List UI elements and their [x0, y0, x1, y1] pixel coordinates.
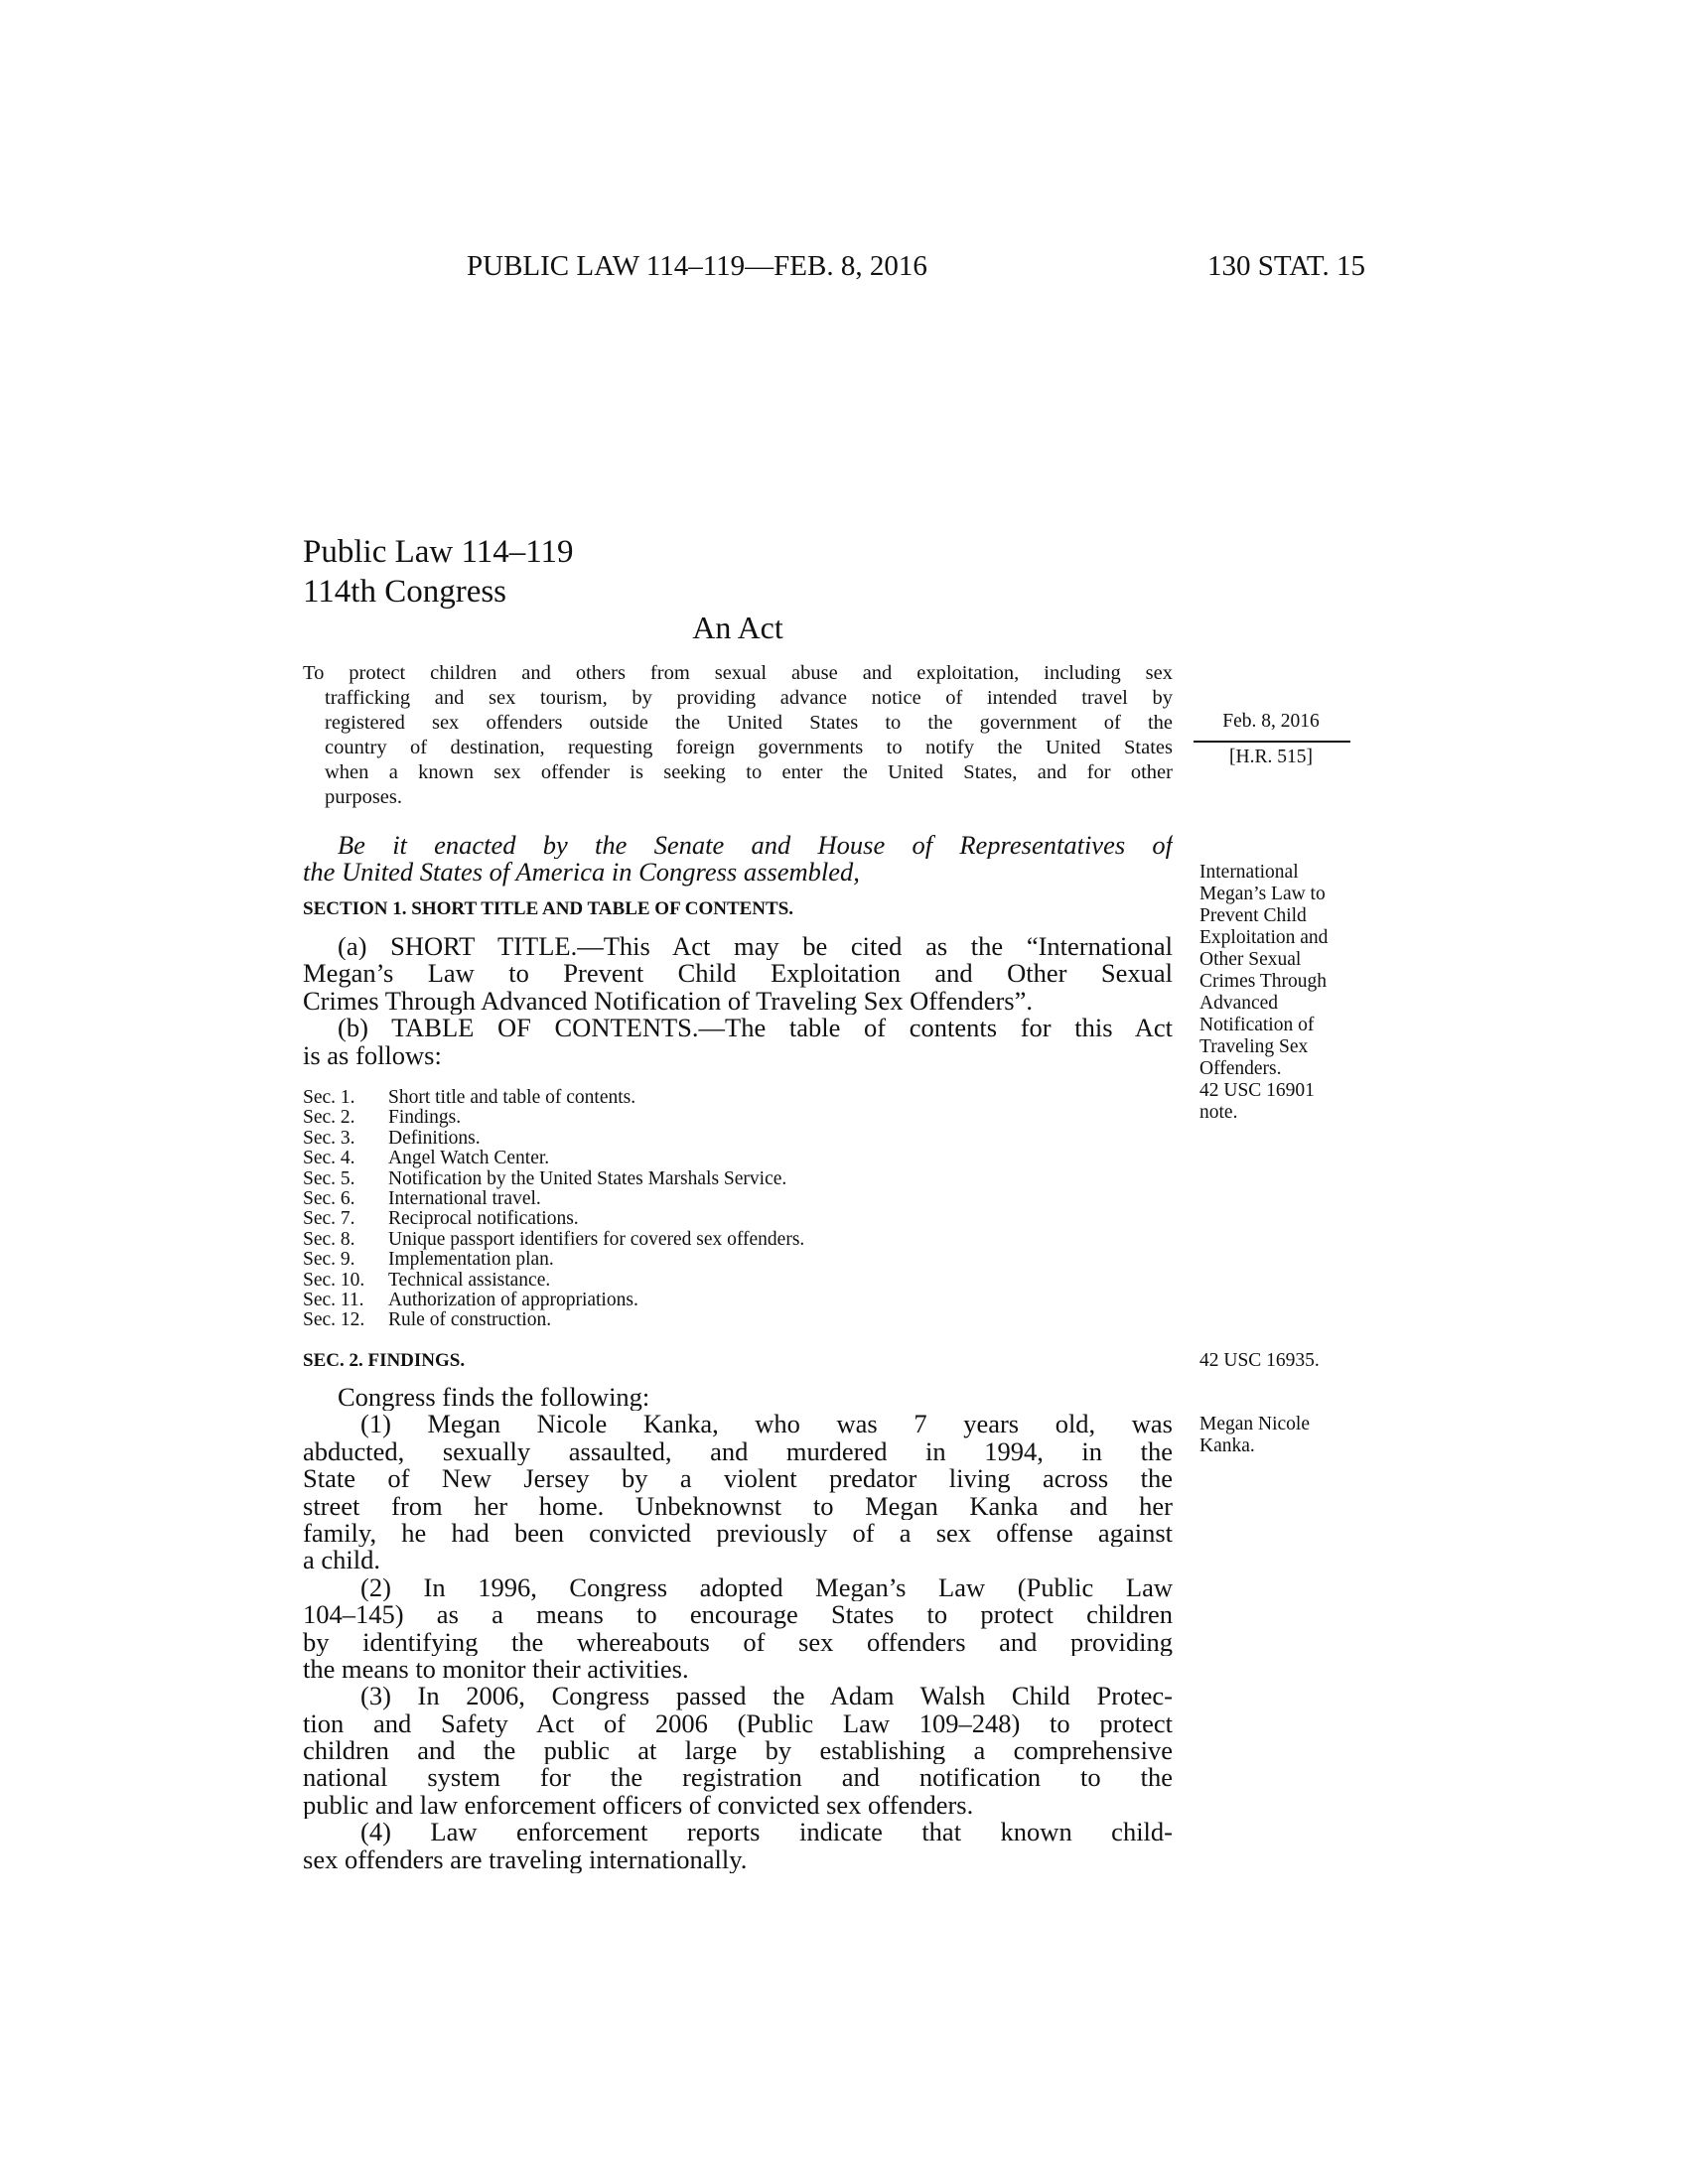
margin-note-line: Traveling Sex — [1199, 1036, 1309, 1057]
text-line: Crimes Through Advanced Notification of Traveling Sex Offenders”. — [303, 987, 1033, 1016]
margin-note-line: Prevent Child — [1199, 905, 1307, 926]
text-line: (4) Law enforcement reports indicate that known child- — [360, 1819, 1173, 1846]
text-line: State of New Jersey by a violent predator living across the — [303, 1465, 1173, 1493]
congress-number: 114th Congress — [303, 574, 507, 610]
text-line: children and the public at large by establishing a comprehensive — [303, 1737, 1173, 1765]
text-line: (2) In 1996, Congress adopted Megan’s Law (Public Law — [360, 1573, 1173, 1602]
text-line: a child. — [303, 1547, 380, 1574]
running-header-title: PUBLIC LAW 114–119—FEB. 8, 2016 — [467, 250, 927, 282]
margin-note-kanka — [1199, 1414, 1368, 1457]
text-line: when a known sex offender is seeking to enter the United States, and for other — [325, 761, 1173, 783]
margin-note-line: Advanced — [1199, 993, 1279, 1014]
toc-section-title: Findings. — [388, 1107, 462, 1129]
margin-note-line: note. — [1199, 1102, 1238, 1123]
toc-section-number: Sec. 10. — [303, 1269, 365, 1291]
text-line: Megan’s Law to Prevent Child Exploitation and Other Sexual — [303, 960, 1173, 988]
toc-entry — [303, 1149, 804, 1168]
toc-section-number: Sec. 1. — [303, 1087, 355, 1108]
text-line: the means to monitor their activities. — [303, 1655, 689, 1684]
approval-date: Feb. 8, 2016 — [1222, 711, 1320, 732]
text-line: purposes. — [325, 786, 403, 808]
toc-entry — [303, 1230, 804, 1250]
toc-section-title: Unique passport identifiers for covered sex offenders. — [388, 1228, 805, 1250]
text-line: (3) In 2006, Congress passed the Adam Walsh Child Protec- — [360, 1683, 1173, 1710]
toc-section-title: International travel. — [388, 1187, 541, 1209]
toc-section-title: Technical assistance. — [388, 1269, 551, 1291]
toc-section-number: Sec. 8. — [303, 1228, 355, 1250]
bill-number: [H.R. 515] — [1229, 747, 1313, 767]
public-law-number: Public Law 114–119 — [303, 534, 574, 570]
toc-entry — [303, 1088, 804, 1108]
text-line: street from her home. Unbeknownst to Megan Kanka and her — [303, 1492, 1173, 1520]
toc-entry — [303, 1310, 804, 1330]
text-line: To protect children and others from sexual abuse and exploitation, including sex — [303, 662, 1173, 684]
margin-note-line: Megan Nicole — [1199, 1414, 1311, 1434]
text-line: (1) Megan Nicole Kanka, who was 7 years old, was — [360, 1411, 1173, 1438]
toc-section-number: Sec. 2. — [303, 1107, 355, 1129]
text-line: family, he had been convicted previously of a sex offense against — [303, 1519, 1173, 1548]
toc-section-number: Sec. 9. — [303, 1249, 355, 1271]
text-line: national system for the registration and notification to the — [303, 1764, 1173, 1792]
text-line: abducted, sexually assaulted, and murdered in 1994, in the — [303, 1437, 1173, 1466]
text-line: Congress finds the following: — [338, 1384, 650, 1412]
toc-section-title: Implementation plan. — [388, 1249, 554, 1271]
act-heading: An Act — [692, 610, 783, 645]
toc-section-number: Sec. 5. — [303, 1167, 355, 1189]
section-2-heading: SEC. 2. FINDINGS. — [303, 1350, 466, 1371]
toc-entry — [303, 1108, 804, 1128]
text-line: sex offenders are traveling internationally. — [303, 1845, 748, 1874]
toc-section-number: Sec. 6. — [303, 1187, 355, 1209]
toc-section-title: Rule of construction. — [388, 1309, 552, 1331]
margin-note-short-title — [1199, 862, 1368, 1124]
toc-section-title: Short title and table of contents. — [388, 1087, 636, 1108]
toc-entry — [303, 1250, 804, 1270]
text-line: is as follows: — [303, 1041, 442, 1069]
running-header-page: 130 STAT. 15 — [1206, 250, 1365, 282]
text-line: by identifying the whereabouts of sex offenders and providing — [303, 1628, 1173, 1656]
margin-note-line: Offenders. — [1199, 1058, 1282, 1079]
toc-section-title: Reciprocal notifications. — [388, 1208, 579, 1230]
text-line: registered sex offenders outside the United States to the government of the — [325, 712, 1173, 734]
toc-entry — [303, 1209, 804, 1229]
toc-section-number: Sec. 4. — [303, 1148, 355, 1169]
toc-section-number: Sec. 3. — [303, 1127, 355, 1149]
margin-note-line: Kanka. — [1199, 1435, 1255, 1456]
text-line: (b) TABLE OF CONTENTS.—The table of contents for this Act — [338, 1015, 1173, 1042]
margin-note-line: Other Sexual — [1199, 949, 1302, 970]
long-title — [303, 661, 1173, 810]
section-1-text — [303, 933, 1173, 1069]
margin-rule — [1194, 741, 1350, 743]
enacting-clause — [303, 832, 1173, 887]
toc-entry — [303, 1189, 804, 1209]
text-line: (a) SHORT TITLE.—This Act may be cited as the “International — [338, 933, 1173, 961]
text-line: Be it enacted by the Senate and House of Representatives of — [338, 832, 1173, 860]
toc-section-number: Sec. 7. — [303, 1208, 355, 1230]
text-line: 104–145) as a means to encourage States to protect children — [303, 1601, 1173, 1629]
text-line: trafficking and sex tourism, by providing advance notice of intended travel by — [325, 687, 1173, 709]
toc-section-number: Sec. 11. — [303, 1289, 364, 1310]
text-line: public and law enforcement officers of convicted sex offenders. — [303, 1791, 974, 1820]
text-line: tion and Safety Act of 2006 (Public Law 109–248) to protect — [303, 1709, 1173, 1738]
toc-section-title: Definitions. — [388, 1127, 481, 1149]
margin-note-line: Crimes Through — [1199, 971, 1328, 992]
toc-entry — [303, 1291, 804, 1310]
law-designation — [303, 532, 574, 612]
text-line: country of destination, requesting foreign governments to notify the United States — [325, 737, 1173, 758]
margin-note-line: Notification of — [1199, 1015, 1315, 1035]
toc-entry — [303, 1271, 804, 1291]
toc-section-number: Sec. 12. — [303, 1309, 365, 1331]
toc-section-title: Angel Watch Center. — [388, 1148, 550, 1169]
text-line: the United States of America in Congress assembled, — [303, 859, 860, 887]
toc-section-title: Authorization of appropriations. — [388, 1289, 638, 1310]
margin-note-section-2: 42 USC 16935. — [1199, 1350, 1320, 1371]
margin-note-line: Exploitation and — [1199, 927, 1329, 948]
margin-note-line: 42 USC 16901 — [1199, 1080, 1315, 1101]
section-2-text — [303, 1384, 1173, 1873]
toc-entry — [303, 1169, 804, 1189]
toc-section-title: Notification by the United States Marshals Service. — [388, 1167, 787, 1189]
margin-note-line: International — [1199, 862, 1299, 883]
table-of-contents — [303, 1088, 804, 1331]
section-1-heading: SECTION 1. SHORT TITLE AND TABLE OF CONTENTS. — [303, 898, 794, 919]
margin-note-line: Megan’s Law to — [1199, 884, 1326, 904]
toc-entry — [303, 1129, 804, 1149]
